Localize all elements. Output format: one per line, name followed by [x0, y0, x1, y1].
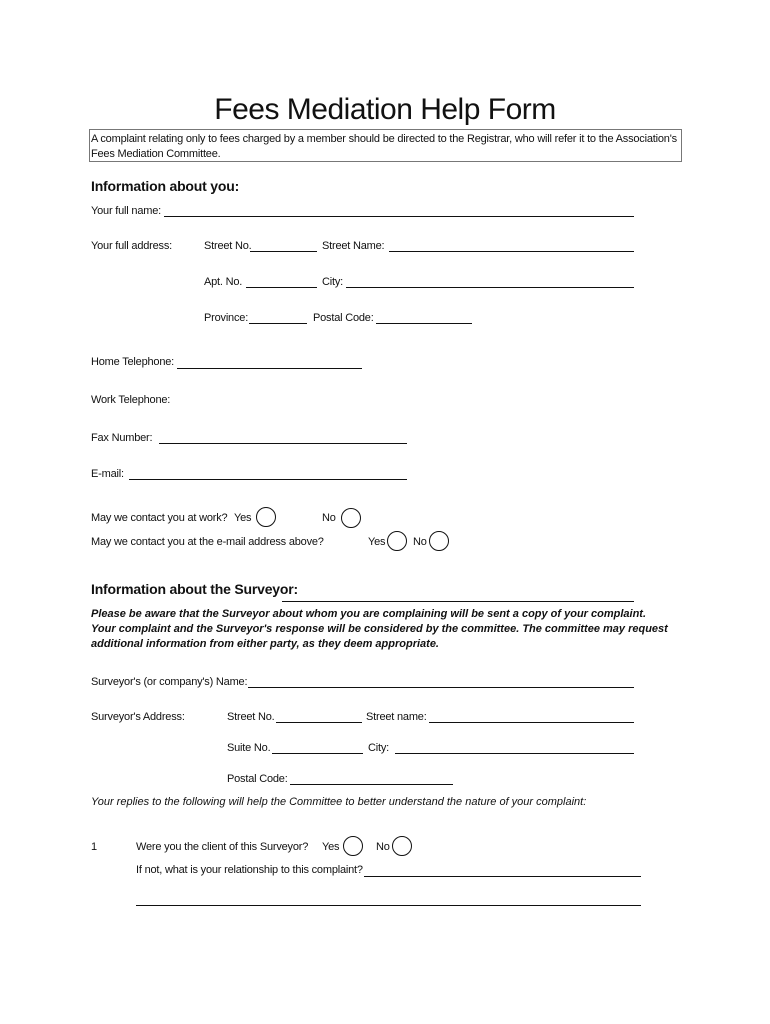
contact-work-yes-label: Yes: [234, 512, 252, 524]
contact-work-question: May we contact you at work?: [91, 512, 228, 524]
question-1-followup-field[interactable]: [364, 876, 641, 877]
surveyor-city-field[interactable]: [395, 753, 634, 754]
page-title: Fees Mediation Help Form: [214, 93, 556, 126]
surveyor-street-no-field[interactable]: [276, 722, 362, 723]
province-field[interactable]: [249, 323, 307, 324]
intro-text: A complaint relating only to fees charged by a member should be directed to the Registrar, who will refer it to the Association's Fees Mediation Committee.: [91, 133, 677, 160]
surveyor-street-no-label: Street No.: [227, 711, 275, 723]
email-label: E-mail:: [91, 468, 124, 480]
apt-no-field[interactable]: [246, 287, 317, 288]
replies-instruction: Your replies to the following will help the Committee to better understand the nature of your complaint:: [91, 796, 587, 808]
home-telephone-field[interactable]: [177, 368, 362, 369]
contact-email-no-radio[interactable]: [429, 531, 449, 551]
surveyor-address-label: Surveyor's Address:: [91, 711, 185, 723]
question-1-yes-label: Yes: [322, 841, 340, 853]
surveyor-name-label: Surveyor's (or company's) Name:: [91, 676, 248, 688]
surveyor-city-label: City:: [368, 742, 390, 754]
contact-email-no-label: No: [413, 536, 427, 548]
postal-code-label: Postal Code:: [313, 312, 374, 324]
contact-email-yes-label: Yes: [368, 536, 386, 548]
home-telephone-label: Home Telephone:: [91, 356, 175, 368]
fax-number-field[interactable]: [159, 443, 407, 444]
work-telephone-field[interactable]: [170, 406, 360, 407]
contact-work-no-radio[interactable]: [341, 508, 361, 528]
city-label: City:: [322, 276, 344, 288]
postal-code-field[interactable]: [376, 323, 472, 324]
contact-work-no-label: No: [322, 512, 336, 524]
province-label: Province:: [204, 312, 249, 324]
city-field[interactable]: [346, 287, 634, 288]
full-name-label: Your full name:: [91, 205, 161, 217]
surveyor-street-name-label: Street name:: [366, 711, 427, 723]
full-address-label: Your full address:: [91, 240, 172, 252]
full-name-field[interactable]: [164, 216, 634, 217]
surveyor-heading-rule: [282, 601, 634, 602]
surveyor-suite-no-label: Suite No.: [227, 742, 271, 754]
email-field[interactable]: [129, 479, 407, 480]
question-1-no-label: No: [376, 841, 390, 853]
section-heading-surveyor: Information about the Surveyor:: [91, 581, 298, 597]
work-telephone-label: Work Telephone:: [91, 394, 171, 406]
fax-number-label: Fax Number:: [91, 432, 153, 444]
surveyor-notice: Please be aware that the Surveyor about whom you are complaining will be sent a copy of your complaint. Your complaint and the Surveyor's response will be considered by the committee. The committee may request additional information from either party, as they deem appropriate.: [91, 608, 668, 650]
surveyor-postal-code-field[interactable]: [290, 784, 453, 785]
apt-no-label: Apt. No.: [204, 276, 243, 288]
street-no-label: Street No.: [204, 240, 252, 252]
street-name-field[interactable]: [389, 251, 634, 252]
contact-work-yes-radio[interactable]: [256, 507, 276, 527]
question-1-no-radio[interactable]: [392, 836, 412, 856]
intro-box: [89, 129, 682, 162]
question-1-followup-label: If not, what is your relationship to this complaint?: [136, 864, 363, 876]
question-1-extra-line[interactable]: [136, 905, 641, 906]
surveyor-postal-code-label: Postal Code:: [227, 773, 288, 785]
contact-email-question: May we contact you at the e-mail address above?: [91, 536, 324, 548]
surveyor-street-name-field[interactable]: [429, 722, 634, 723]
street-name-label: Street Name:: [322, 240, 385, 252]
question-1-number: 1: [91, 841, 97, 853]
contact-email-yes-radio[interactable]: [387, 531, 407, 551]
question-1-text: Were you the client of this Surveyor?: [136, 841, 309, 853]
question-1-yes-radio[interactable]: [343, 836, 363, 856]
section-heading-you: Information about you:: [91, 178, 240, 194]
surveyor-suite-no-field[interactable]: [272, 753, 363, 754]
street-no-field[interactable]: [250, 251, 317, 252]
surveyor-name-field[interactable]: [248, 687, 634, 688]
